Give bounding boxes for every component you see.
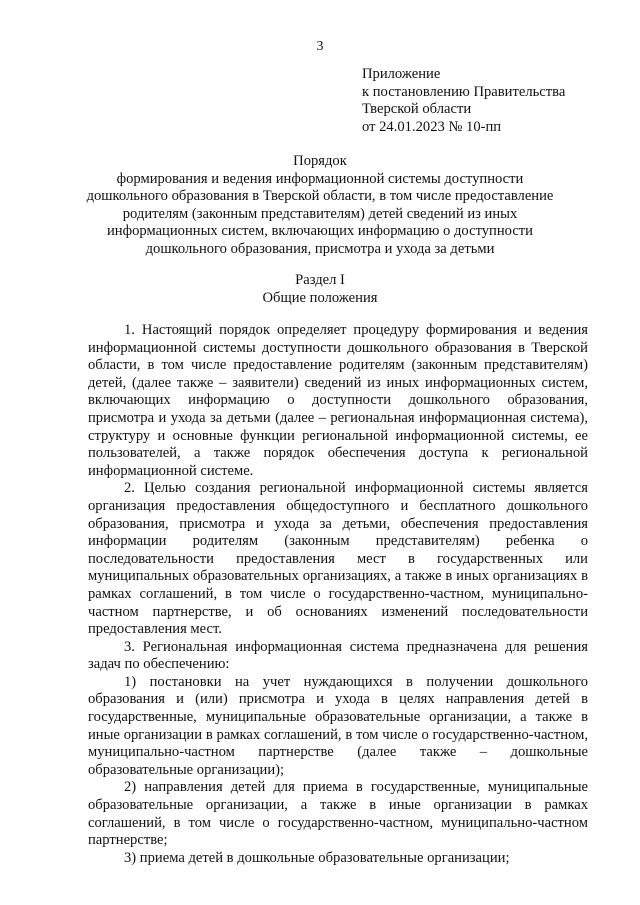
appendix-line-3: Тверской области	[362, 101, 472, 118]
paragraph-3-item-1: 1) постановки на учет нуждающихся в получении дошкольного образования и (или) присмотра и ухода в целях направления детей в государственные, муниципальные образовательные организации, а также в иные организации в рамках соглашений, в том числе о государственно-частном, муниципально-частном партнерстве (далее также – дошкольные образовательные организации);	[88, 673, 588, 778]
section-name: Общие положения	[262, 289, 378, 306]
paragraph-3-item-2: 2) направления детей для приема в государственные, муниципальные образовательные организации, а также в иные организации в рамках соглашений, в том числе о государственно-частном, муниципально-частном партнерстве;	[88, 779, 588, 849]
appendix-line-2: к постановлению Правительства	[362, 83, 566, 100]
title-text: формирования и ведения информационной системы доступности дошкольного образования в Тверской области, в том числе предоставление родителям (законным представителям) детей сведений из иных информационных систем, включающих информацию о доступности дошкольного образования, присмотра и ухода за детьми	[86, 170, 554, 257]
section-heading	[82, 272, 558, 307]
document-title	[82, 153, 558, 259]
paragraph-3: 3. Региональная информационная система предназначена для решения задач по обеспечению:	[88, 638, 588, 673]
section-number: Раздел I	[295, 272, 345, 288]
appendix-line-4: от 24.01.2023 № 10-пп	[362, 118, 502, 135]
paragraph-3-item-3: 3) приема детей в дошкольные образовательные организации;	[124, 849, 510, 866]
paragraph-2: 2. Целью создания региональной информационной системы является организация предоставления общедоступного и бесплатного дошкольного образования, присмотра и ухода за детьми, обеспечения предоставления информации родителям (законным представителям) ребенка о последовательности предоставления мест в государственных или муниципальных образовательных организациях, а также в иных организациях в рамках соглашений, в том числе о государственно-частном, муниципально-частном партнерстве, и об основаниях изменений последовательности предоставления мест.	[88, 480, 588, 638]
page-number: 3	[316, 39, 324, 54]
appendix-block	[362, 66, 624, 136]
document-body	[88, 322, 588, 867]
paragraph-1: 1. Настоящий порядок определяет процедуру формирования и ведения информационной системы доступности дошкольного образования в Тверской области, в том числе предоставление родителям (законным представителям) детей, (далее также – заявители) сведений из иных информационных систем, включающих информацию о доступности дошкольного образования, присмотра и ухода за детьми (далее – региональная информационная система), структуру и основные функции региональной информационной системы, ее пользователей, а также порядок обеспечения доступа к региональной информационной системе.	[88, 322, 588, 479]
appendix-line-1: Приложение	[362, 66, 441, 82]
title-heading: Порядок	[293, 153, 347, 169]
